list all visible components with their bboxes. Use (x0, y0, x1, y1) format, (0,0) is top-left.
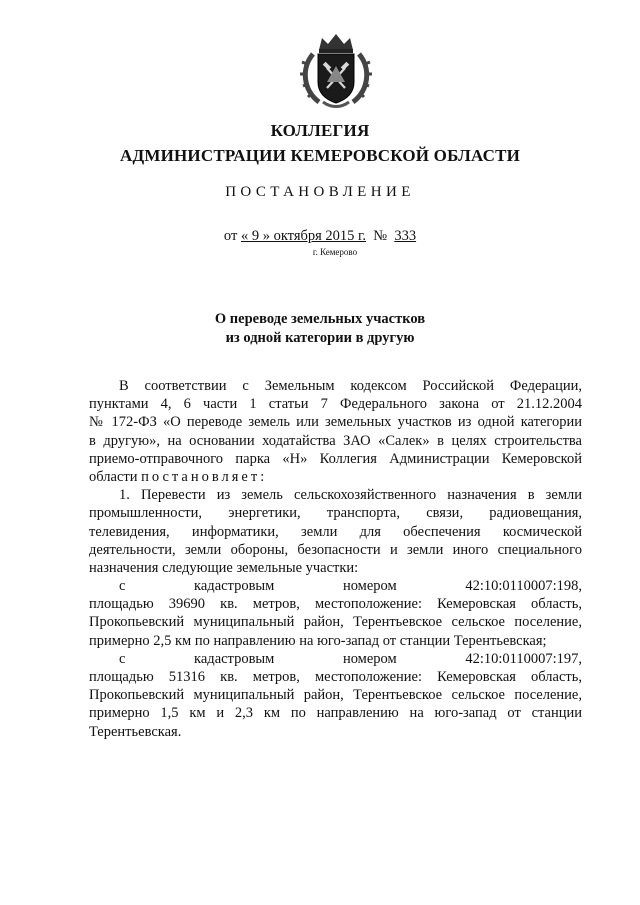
document-type: ПОСТАНОВЛЕНИЕ (225, 184, 415, 200)
intro-last-prefix: области (89, 468, 138, 485)
date-month-year: октября 2015 г. (269, 228, 366, 244)
number-sign: № (373, 228, 388, 244)
item1-line: деятельности, земли обороны, безопасности и земли иного специального (89, 541, 582, 558)
item1-line: промышленности, энергетики, транспорта, связи, радиовещания, (89, 505, 582, 522)
date-day: « 9 » (240, 228, 270, 244)
plot1-line: площадью 39690 кв. метров, местоположение: Кемеровская область, (89, 596, 582, 613)
plot1-line: Прокопьевский муниципальный район, Терентьевское сельское поселение, (89, 614, 582, 631)
plot2-line: примерно 1,5 км и 2,3 км по направлению на юго-запад от станции (89, 705, 582, 722)
item1-line: телевидения, информатики, земли для обеспечения космической (89, 523, 582, 540)
coat-of-arms-emblem (297, 30, 375, 110)
title-line2: из одной категории в другую (225, 330, 415, 346)
plot1-line: с кадастровым номером 42:10:0110007:198, (119, 578, 582, 595)
plot2-line: с кадастровым номером 42:10:0110007:197, (119, 650, 582, 667)
intro-line: В соответствии с Земельным кодексом Российской Федерации, (119, 378, 582, 394)
title-line1: О переводе земельных участков (214, 311, 426, 327)
item1-line: назначения следующие земельные участки: (89, 559, 359, 576)
intro-last-line (89, 468, 582, 486)
plot2-line: Терентьевская. (89, 723, 182, 740)
org-name-line2: АДМИНИСТРАЦИИ КЕМЕРОВСКОЙ ОБЛАСТИ (119, 146, 521, 165)
intro-line: приемо-отправочного парка «Н» Коллегия Администрации Кемеровской (89, 450, 582, 467)
intro-line: № 172-ФЗ «О переводе земель или земельных участков из одной категории (89, 414, 582, 431)
plot2-line: площадью 51316 кв. метров, местоположение: Кемеровская область, (89, 669, 582, 685)
date-prefix: от (223, 228, 238, 244)
document-body (89, 377, 582, 741)
intro-last-suffix: : (260, 468, 265, 485)
resolves-word: постановляет (141, 468, 261, 485)
date-number-line (0, 228, 640, 245)
plot2-line: Прокопьевский муниципальный район, Терентьевское сельское поселение, (89, 687, 582, 704)
city-label: г. Кемерово (312, 247, 358, 257)
plot1-line: примерно 2,5 км по направлению на юго-запад от станции Терентьевская; (89, 632, 547, 649)
document-number: 333 (394, 228, 417, 244)
intro-line: в другую», на основании ходатайства ЗАО «Салек» в целях строительства (89, 432, 582, 449)
org-name-line1: КОЛЛЕГИЯ (270, 121, 370, 140)
item1-line: 1. Перевести из земель сельскохозяйственного назначения в земли (119, 487, 582, 504)
intro-line: пунктами 4, 6 части 1 статьи 7 Федерального закона от 21.12.2004 (89, 396, 582, 413)
